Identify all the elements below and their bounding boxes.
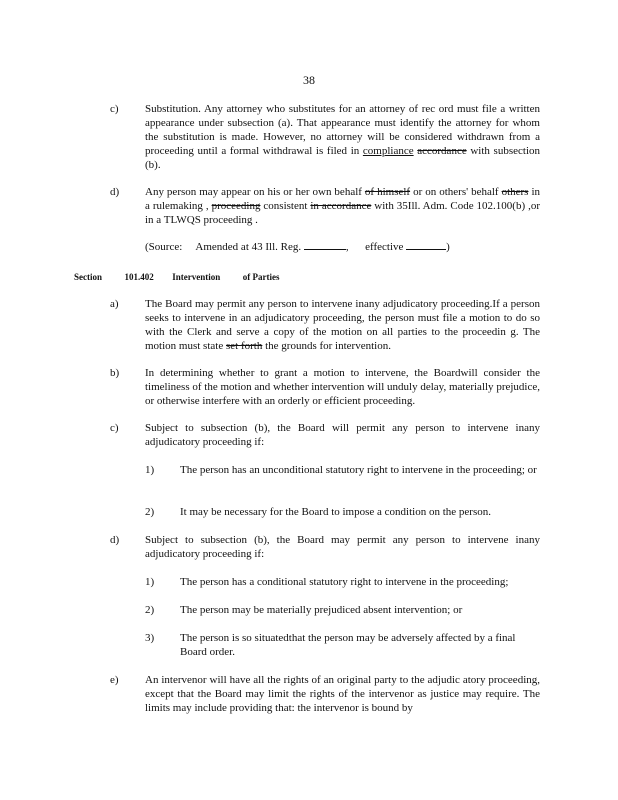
list-item [145, 603, 540, 617]
section-heading [74, 270, 279, 284]
paragraph-label: b) [110, 367, 120, 379]
paragraph-text: In determining whether to grant a motion to intervene, the Boardwill consider the timeliness of the motion and whether intervention will unduly delay, materially prejudice, or otherwise interfere with an orderly or efficient proceeding. [145, 367, 540, 407]
paragraph-e [110, 673, 540, 715]
paragraph-a [110, 297, 540, 353]
paragraph-label: c) [110, 103, 119, 115]
list-item-label: 2) [145, 604, 155, 616]
list-item-text: It may be necessary for the Board to impose a condition on the person. [180, 506, 491, 518]
paragraph-text: An intervenor will have all the rights of an original party to the adjudic atory proceeding, except that the Board may limit the rights of the intervenor as justice may require. The limits may include providing that: the intervenor is bound by [145, 674, 540, 714]
paragraph-label: d) [110, 534, 120, 546]
section-title: of Parties [242, 272, 280, 282]
source-effective: effective [365, 241, 404, 253]
list-item [145, 575, 540, 589]
paragraph-text: the grounds for intervention. [265, 340, 391, 352]
deleted-text: accordance [417, 145, 467, 157]
list-item [145, 505, 540, 519]
paragraph-text: Substitution. Any attorney who substitutes for an attorney of rec ord must file a written appearance under subsection (a). That appearance must identify the attorney for whom the substitution is made. However, no attorney will be considered withdrawn from a proceeding until a formal withdrawal is filed in [145, 103, 540, 157]
section-title: Intervention [172, 272, 221, 282]
list-item-label: 2) [145, 506, 155, 518]
paragraph-text: Subject to subsection (b), the Board will permit any person to intervene inany adjudicatory proceeding if: [145, 422, 540, 448]
paragraph-d [110, 533, 540, 561]
section-label: Section [74, 272, 102, 282]
list-item-label: 1) [145, 576, 155, 588]
paragraph-d-appearance [110, 185, 540, 227]
paragraph-text: in a rulemaking , [145, 186, 541, 212]
paragraph-c-substitution [110, 102, 540, 172]
section-number: 101.402 [124, 272, 154, 282]
list-item-text: The person has a conditional statutory right to intervene in the proceeding; [180, 576, 509, 588]
source-close: ) [446, 241, 450, 253]
paragraph-text: with subsection (b). [145, 145, 540, 171]
paragraph-c [110, 421, 540, 449]
paragraph-label: d) [110, 186, 120, 198]
paragraph-text: The Board may permit any person to intervene inany adjudicatory proceeding.If a person seeks to intervene in an adjudicatory proceeding, the person must file a motion to do so with the Clerk and serve a copy of the motion on all parties to the proceedin g. The motion must state [145, 298, 540, 352]
paragraph-text: Any person may appear on his or her own behalf [145, 186, 362, 198]
deleted-text: in accordance [310, 200, 372, 212]
blank-line [406, 249, 446, 250]
list-item-text: The person has an unconditional statutory right to intervene in the proceeding; or [180, 464, 537, 476]
list-item-label: 3) [145, 632, 155, 644]
list-item [145, 463, 540, 477]
paragraph-text: consistent [263, 200, 308, 212]
source-amended: Amended at 43 Ill. Reg. [195, 241, 302, 253]
paragraph-label: e) [110, 674, 119, 686]
inserted-text: compliance [362, 145, 414, 157]
paragraph-text: or on others' behalf [413, 186, 499, 198]
page-number: 38 [303, 73, 315, 87]
list-item-text: The person may be materially prejudiced absent intervention; or [180, 604, 463, 616]
source-note: (Source: Amended at 43 Ill. Reg. , effective ) [145, 241, 450, 253]
paragraph-text: Subject to subsection (b), the Board may permit any person to intervene inany adjudicatory proceeding if: [145, 534, 540, 560]
blank-line [304, 249, 346, 250]
deleted-text: proceeding [211, 200, 261, 212]
paragraph-label: a) [110, 298, 119, 310]
list-item [145, 631, 540, 659]
list-item-text: The person is so situatedthat the person may be adversely affected by a final Board order. [180, 632, 516, 658]
deleted-text: of himself [364, 186, 411, 198]
paragraph-text: with 35Ill. Adm. Code 102.100(b) ,or in a TLWQS proceeding . [145, 200, 540, 226]
source-prefix: (Source: [145, 241, 183, 253]
paragraph-b [110, 366, 540, 408]
deleted-text: set forth [225, 340, 263, 352]
paragraph-label: c) [110, 422, 119, 434]
deleted-text: others [501, 186, 529, 198]
list-item-label: 1) [145, 464, 155, 476]
